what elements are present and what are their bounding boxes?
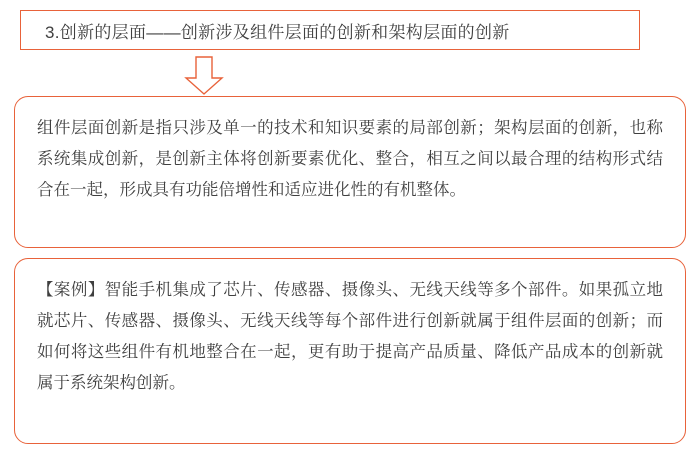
case-box	[14, 258, 686, 444]
definition-text: 组件层面创新是指只涉及单一的技术和知识要素的局部创新；架构层面的创新，也称系统集成创新，是创新主体将创新要素优化、整合，相互之间以最合理的结构形式结合在一起，形成具有功能倍增性和适应进化性的有机整体。	[37, 119, 663, 199]
title-box	[20, 10, 640, 50]
case-text: 【案例】智能手机集成了芯片、传感器、摄像头、无线天线等多个部件。如果孤立地就芯片、传感器、摄像头、无线天线等每个部件进行创新就属于组件层面的创新；而如何将这些组件有机地整合在一起，更有助于提高产品质量、降低产品成本的创新就属于系统架构创新。	[37, 281, 663, 392]
down-arrow-icon	[182, 56, 226, 96]
definition-box	[14, 96, 686, 248]
page-title: 3.创新的层面——创新涉及组件层面的创新和架构层面的创新	[45, 22, 510, 42]
